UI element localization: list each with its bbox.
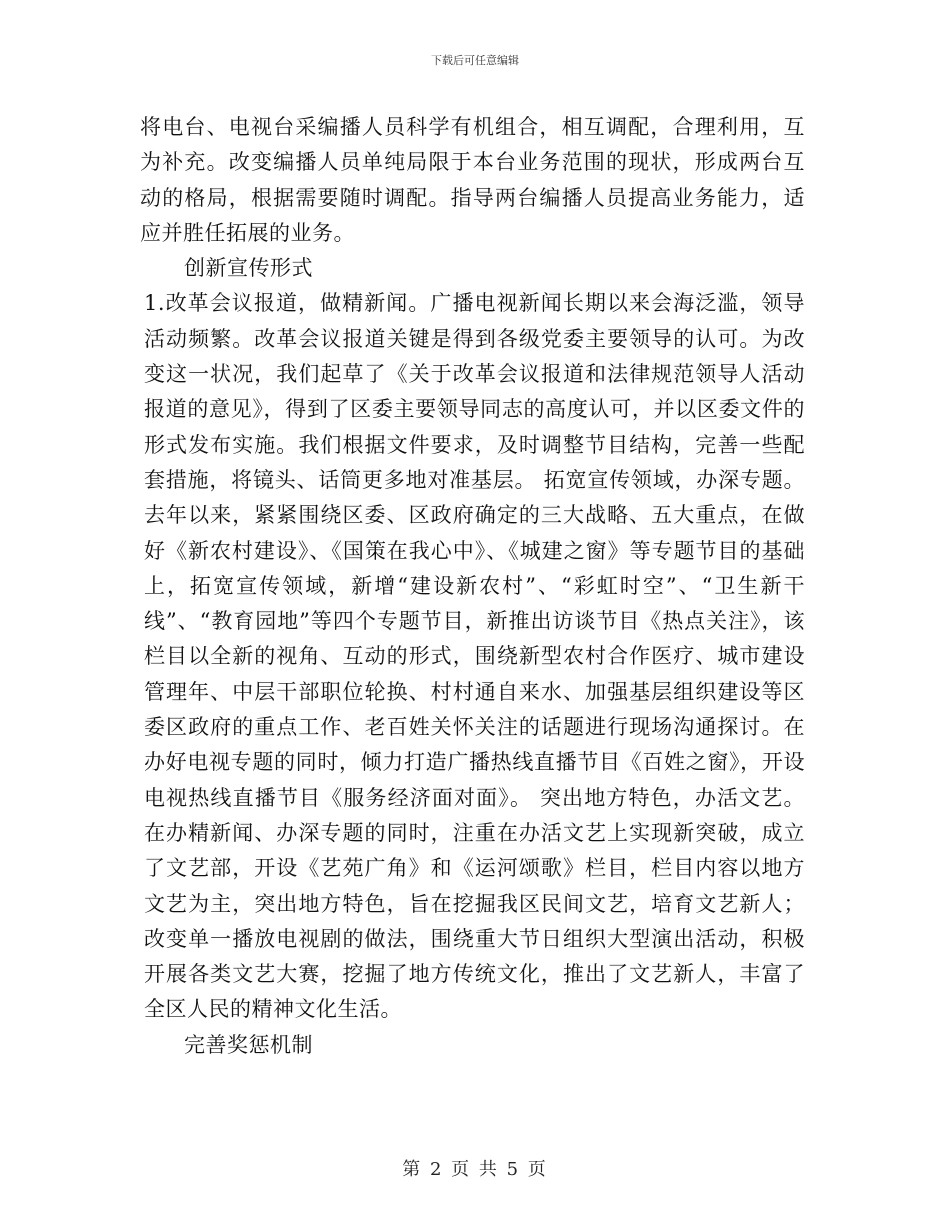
page-header: 下载后可任意编辑 xyxy=(431,54,519,67)
paragraph-1: 将电台、电视台采编播人员科学有机组合，相互调配，合理利用，互为补充。改变编播人员单纯局限于本台业务范围的现状，形成两台互动的格局，根据需要随时调配。指导两台编播人员提高业务能力，适应并胜任拓展的业务。 xyxy=(140,115,805,245)
page-footer: 第 2 页 共 5 页 xyxy=(402,1159,548,1180)
section-heading-2: 完善奖惩机制 xyxy=(184,1032,313,1057)
document-body xyxy=(140,110,805,1063)
section-heading-1: 创新宣传形式 xyxy=(184,256,313,281)
paragraph-2: 1.改革会议报道，做精新闻。广播电视新闻长期以来会海泛滥，领导活动频繁。改革会议报道关键是得到各级党委主要领导的认可。为改变这一状况，我们起草了《关于改革会议报道和法律规范领导人活动报道的意见》，得到了区委主要领导同志的高度认可，并以区委文件的形式发布实施。我们根据文件要求，及时调整节目结构，完善一些配套措施，将镜头、话筒更多地对准基层。 拓宽宣传领域，办深专题。去年以来，紧紧围绕区委、区政府确定的三大战略、五大重点，在做好《新农村建设》、《国策在我心中》、《城建之窗》等专题节目的基础上，拓宽宣传领域，新增“建设新农村”、“彩虹时空”、“卫生新干线”、“教育园地”等四个专题节目，新推出访谈节目《热点关注》，该栏目以全新的视角、互动的形式，围绕新型农村合作医疗、城市建设管理年、中层干部职位轮换、村村通自来水、加强基层组织建设等区委区政府的重点工作、老百姓关怀关注的话题进行现场沟通探讨。在办好电视专题的同时，倾力打造广播热线直播节目《百姓之窗》，开设电视热线直播节目《服务经济面对面》。 突出地方特色，办活文艺。在办精新闻、办深专题的同时，注重在办活文艺上实现新突破，成立了文艺部，开设《艺苑广角》和《运河颂歌》栏目，栏目内容以地方文艺为主，突出地方特色，旨在挖掘我区民间文艺，培育文艺新人；改变单一播放电视剧的做法，围绕重大节日组织大型演出活动，积极开展各类文艺大赛，挖掘了地方传统文化，推出了文艺新人，丰富了全区人民的精神文化生活。 xyxy=(144,291,805,1022)
